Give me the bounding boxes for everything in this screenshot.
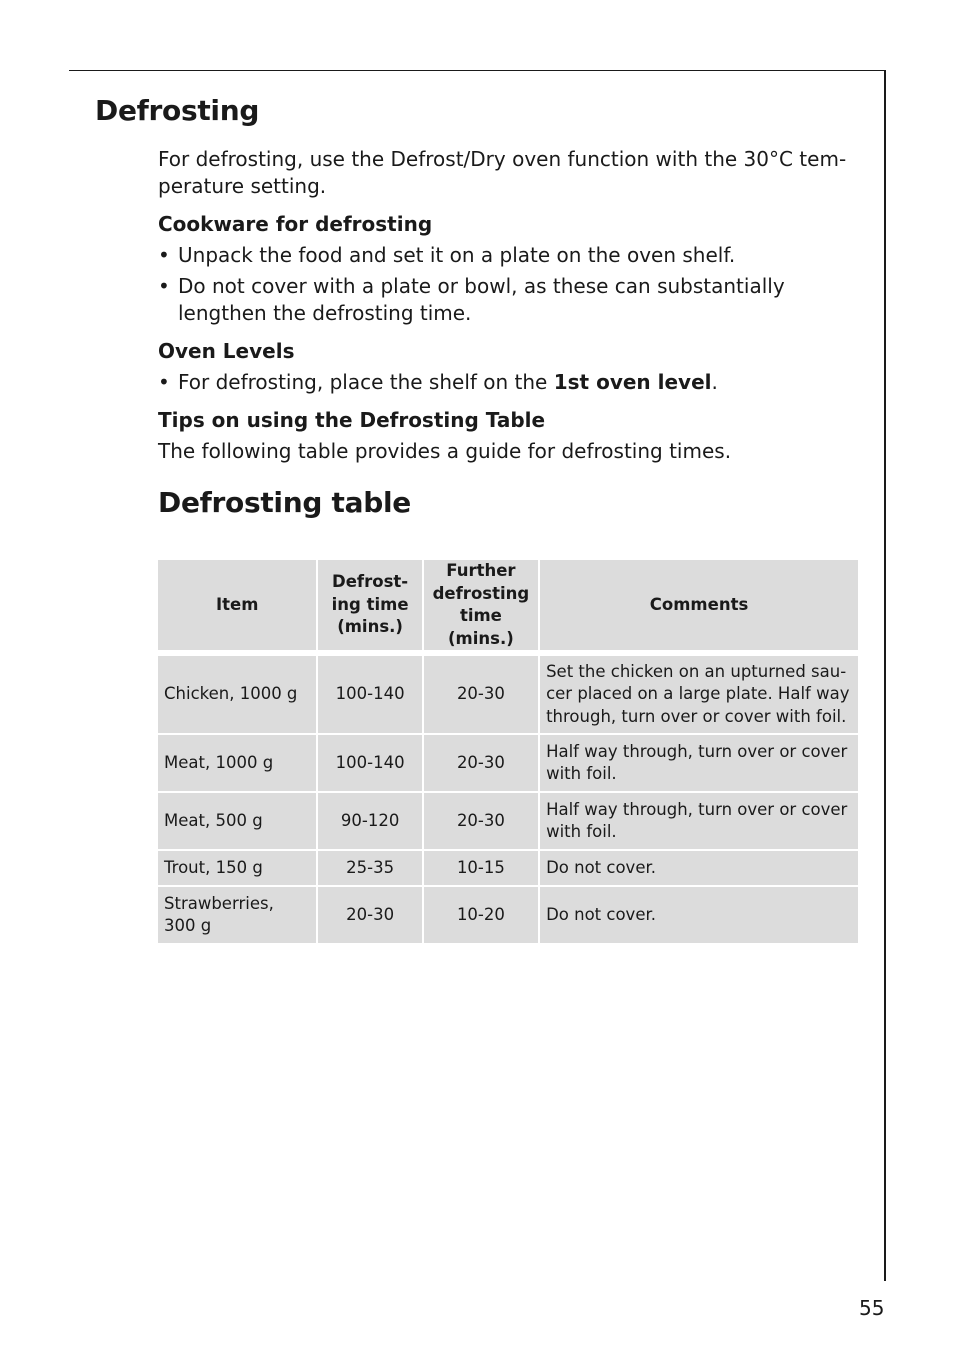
levels-bullet-bold: 1st oven level: [553, 369, 712, 394]
cell-item: Meat, 500 g: [158, 793, 316, 851]
content-body: [158, 146, 858, 520]
page-heading: Defrosting: [95, 94, 260, 127]
header-further-time: Further defrosting time (mins.): [424, 560, 538, 650]
cell-further-time: 10-15: [424, 851, 538, 887]
levels-title: Oven Levels: [158, 339, 295, 363]
tips-text: The following table provides a guide for defrosting times.: [158, 438, 732, 463]
cell-item: Meat, 1000 g: [158, 735, 316, 793]
bullet-dot: •: [158, 242, 170, 267]
cookware-bullet: [158, 242, 858, 269]
cookware-bullet-text: Do not cover with a plate or bowl, as these can substantially lengthen the defrosting time.: [178, 274, 785, 325]
right-rule: [884, 70, 886, 1281]
levels-bullet-end: .: [711, 369, 718, 394]
cell-comment: Do not cover.: [540, 851, 858, 887]
header-item: Item: [158, 560, 316, 650]
cell-further-time: 20-30: [424, 656, 538, 735]
intro-text: For defrosting, use the Defrost/Dry oven function with the 30°C temperature setting.: [158, 147, 847, 198]
bullet-dot: •: [158, 369, 170, 394]
table-row: [158, 656, 858, 735]
cookware-title: Cookware for defrosting: [158, 212, 433, 236]
tips-title: Tips on using the Defrosting Table: [158, 408, 546, 432]
cell-defrost-time: 20-30: [318, 887, 421, 945]
cell-defrost-time: 25-35: [318, 851, 421, 887]
cell-further-time: 20-30: [424, 735, 538, 793]
cell-comment: Set the chicken on an upturned saucer placed on a large plate. Half way through, turn over or cover with foil.: [540, 656, 858, 735]
cell-comment: Half way through, turn over or cover with foil.: [540, 735, 858, 793]
cell-comment: Half way through, turn over or cover with foil.: [540, 793, 858, 851]
header-defrosting-time: Defrosting time (mins.): [318, 560, 421, 650]
bullet-dot: •: [158, 274, 170, 298]
cell-defrost-time: 100-140: [318, 735, 421, 793]
page-number: 55: [859, 1296, 885, 1320]
cell-defrost-time: 90-120: [318, 793, 421, 851]
cell-defrost-time: 100-140: [318, 656, 421, 735]
cell-further-time: 10-20: [424, 887, 538, 945]
cookware-bullet-text: Unpack the food and set it on a plate on the oven shelf.: [178, 242, 736, 267]
cell-item: Chicken, 1000 g: [158, 656, 316, 735]
cell-item: Strawberries, 300 g: [158, 887, 316, 945]
levels-bullet-text: For defrosting, place the shelf on the: [178, 369, 554, 394]
header-comments: Comments: [540, 560, 858, 650]
cookware-bullet: [158, 273, 858, 326]
table-row: [158, 887, 858, 945]
table-heading: Defrosting table: [158, 486, 411, 519]
top-rule: [69, 70, 886, 71]
table-row: [158, 793, 858, 851]
table-row: [158, 851, 858, 887]
levels-bullet: [158, 369, 858, 396]
table-header-row: [158, 560, 858, 650]
cell-further-time: 20-30: [424, 793, 538, 851]
cell-comment: Do not cover.: [540, 887, 858, 945]
defrosting-table: [156, 560, 860, 945]
cell-item: Trout, 150 g: [158, 851, 316, 887]
table-row: [158, 735, 858, 793]
